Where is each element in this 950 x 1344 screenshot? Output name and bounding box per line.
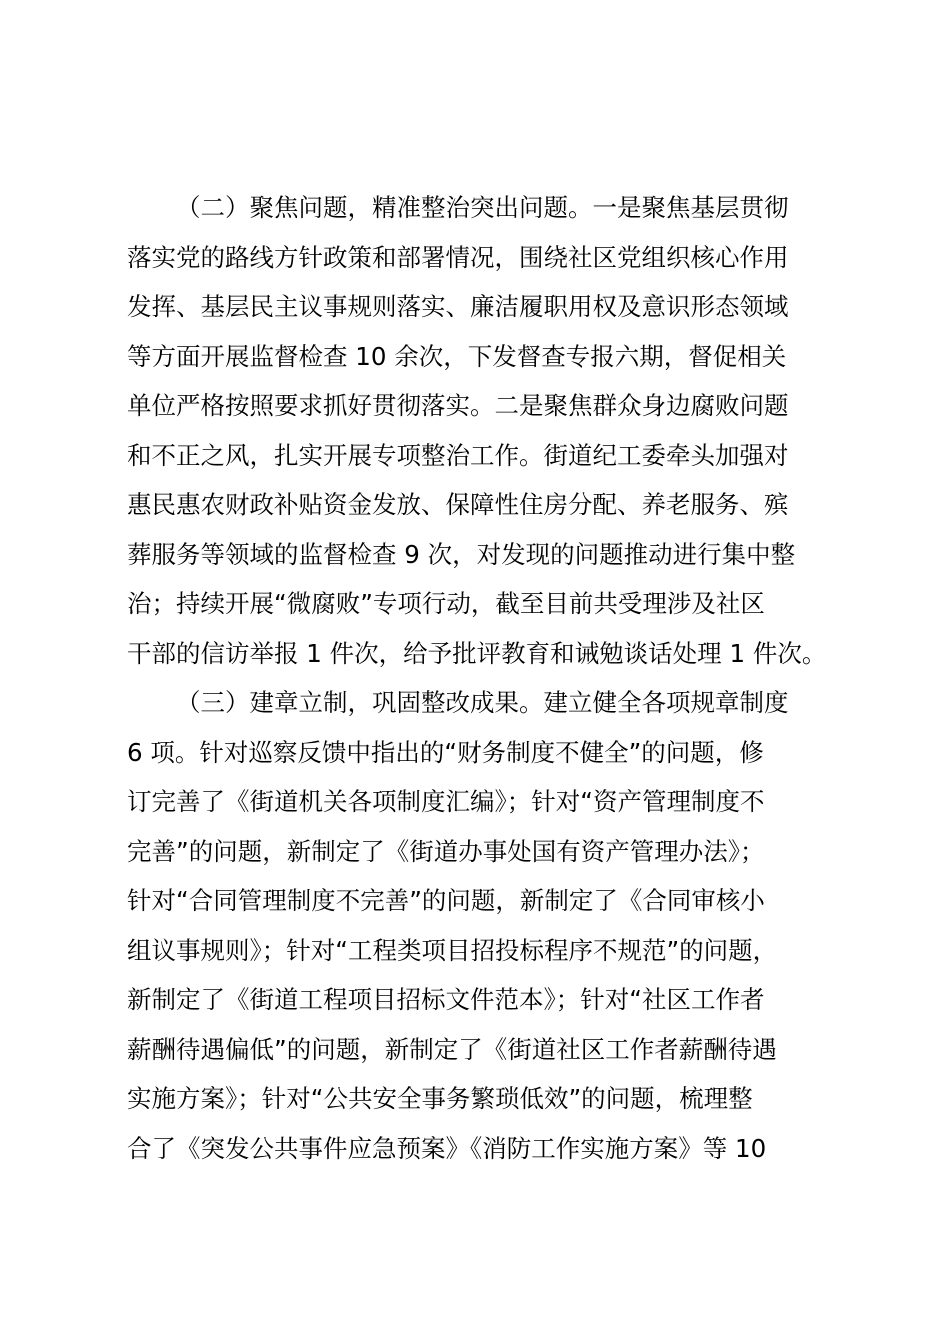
paragraph-line: 葬服务等领域的监督检查 9 次，对发现的问题推动进行集中整 [127, 539, 796, 569]
paragraph-line: 落实党的路线方针政策和部署情况，围绕社区党组织核心作用 [127, 242, 789, 272]
paragraph-line: （三）建章立制，巩固整改成果。建立健全各项规章制度 [176, 688, 789, 717]
paragraph-line: 组议事规则》；针对“工程类项目招投标程序不规范”的问题， [127, 935, 778, 965]
paragraph-line: 6 项。针对巡察反馈中指出的“财务制度不健全”的问题，修 [127, 737, 764, 767]
paragraph-line: 完善”的问题，新制定了《街道办事处国有资产管理办法》； [127, 836, 765, 866]
paragraph-line: 惠民惠农财政补贴资金发放、保障性住房分配、养老服务、殡 [127, 490, 789, 519]
paragraph-line: 单位严格按照要求抓好贯彻落实。二是聚焦群众身边腐败问题 [127, 391, 789, 420]
paragraph-line: 和不正之风，扎实开展专项整治工作。街道纪工委牵头加强对 [127, 440, 789, 470]
paragraph-line: 实施方案》；针对“公共安全事务繁琐低效”的问题，梳理整 [127, 1084, 753, 1113]
paragraph-line: 薪酬待遇偏低”的问题，新制定了《街道社区工作者薪酬待遇 [127, 1034, 777, 1064]
paragraph-line: 干部的信访举报 1 件次，给予批评教育和诫勉谈话处理 1 件次。 [127, 638, 827, 668]
paragraph-3 [127, 678, 833, 1173]
document-body [127, 183, 833, 1173]
paragraph-line: 新制定了《街道工程项目招标文件范本》；针对“社区工作者 [127, 985, 765, 1014]
paragraph-line: （二）聚焦问题，精准整治突出问题。一是聚焦基层贯彻 [176, 193, 789, 222]
paragraph-line: 合了《突发公共事件应急预案》《消防工作实施方案》等 10 [127, 1133, 767, 1163]
paragraph-line: 发挥、基层民主议事规则落实、廉洁履职用权及意识形态领域 [127, 292, 789, 321]
paragraph-2 [127, 183, 833, 678]
paragraph-line: 治；持续开展“微腐败”专项行动，截至目前共受理涉及社区 [127, 589, 765, 618]
paragraph-line: 等方面开展监督检查 10 余次，下发督查专报六期，督促相关 [127, 341, 787, 371]
paragraph-line: 针对“合同管理制度不完善”的问题，新制定了《合同审核小 [127, 886, 765, 915]
paragraph-line: 订完善了《街道机关各项制度汇编》；针对“资产管理制度不 [127, 787, 765, 816]
